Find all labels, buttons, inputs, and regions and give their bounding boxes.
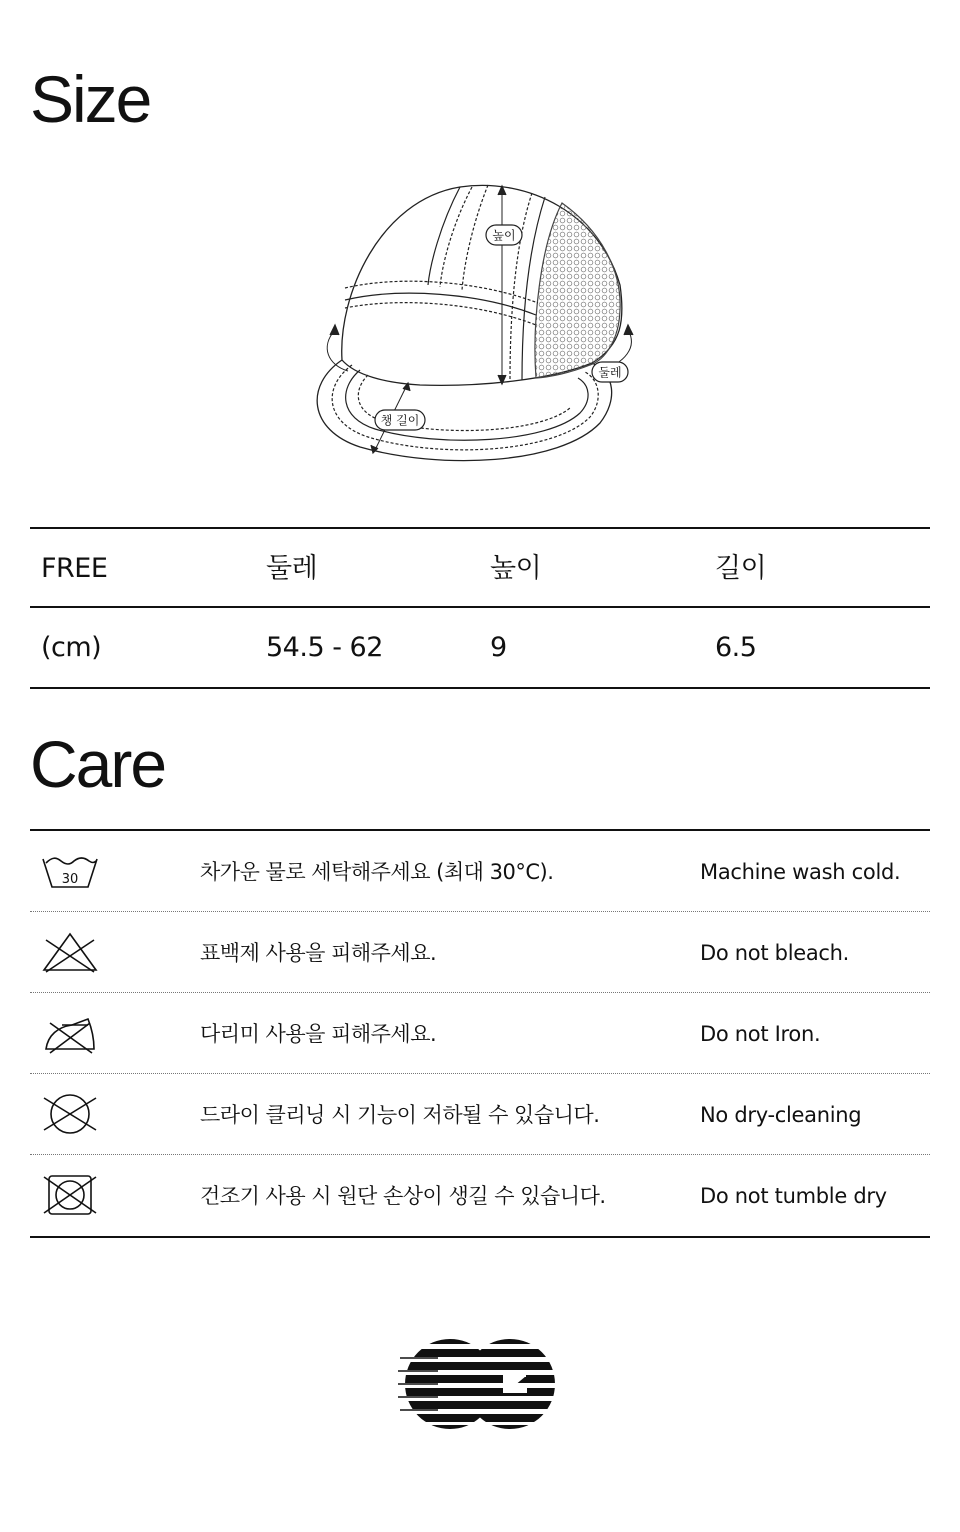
size-header-cell: FREE: [41, 553, 108, 584]
size-header-cell: 둘레: [266, 553, 318, 584]
care-table: [30, 829, 930, 1238]
care-instruction-ko: 드라이 클리닝 시 기능이 저하될 수 있습니다.: [200, 1103, 600, 1127]
size-table-row: [30, 608, 930, 689]
care-instruction-ko: 표백제 사용을 피해주세요.: [200, 941, 437, 965]
care-row: [30, 1074, 930, 1155]
care-instruction-ko: 차가운 물로 세탁해주세요 (최대 30°C).: [200, 860, 554, 884]
size-value-cell: (cm): [41, 632, 102, 663]
care-instruction-en: Do not bleach.: [700, 941, 850, 965]
size-table: [30, 527, 930, 689]
brand-logo: [398, 1334, 564, 1434]
no-bleach-icon: [40, 930, 100, 974]
size-value-cell: 6.5: [715, 632, 757, 663]
diagram-label-circumference: 둘레: [598, 365, 622, 380]
size-header-cell: 길이: [715, 553, 767, 584]
size-table-header: [30, 527, 930, 608]
size-header-cell: 높이: [490, 553, 542, 584]
care-instruction-en: Do not Iron.: [700, 1022, 821, 1046]
care-title: Care: [30, 727, 166, 801]
care-row: [30, 831, 930, 912]
care-instruction-en: No dry-cleaning: [700, 1103, 862, 1127]
no-iron-icon: [40, 1011, 100, 1055]
care-row: [30, 912, 930, 993]
care-row: [30, 993, 930, 1074]
diagram-label-height: 높이: [492, 228, 516, 243]
wash-temperature-label: 30: [61, 872, 79, 887]
diagram-label-brim-length: 챙 길이: [380, 413, 420, 428]
care-instruction-ko: 다리미 사용을 피해주세요.: [200, 1022, 437, 1046]
no-dry-clean-icon: [40, 1092, 100, 1136]
size-title: Size: [30, 62, 151, 136]
no-tumble-dry-icon: [40, 1173, 100, 1217]
care-instruction-en: Do not tumble dry: [700, 1184, 887, 1208]
size-value-cell: 9: [490, 632, 507, 663]
cap-size-diagram: [300, 175, 660, 470]
care-row: [30, 1155, 930, 1236]
size-value-cell: 54.5 - 62: [266, 632, 383, 663]
care-instruction-ko: 건조기 사용 시 원단 손상이 생길 수 있습니다.: [200, 1184, 606, 1208]
care-instruction-en: Machine wash cold.: [700, 860, 901, 884]
machine-wash-30-icon: [40, 849, 100, 893]
